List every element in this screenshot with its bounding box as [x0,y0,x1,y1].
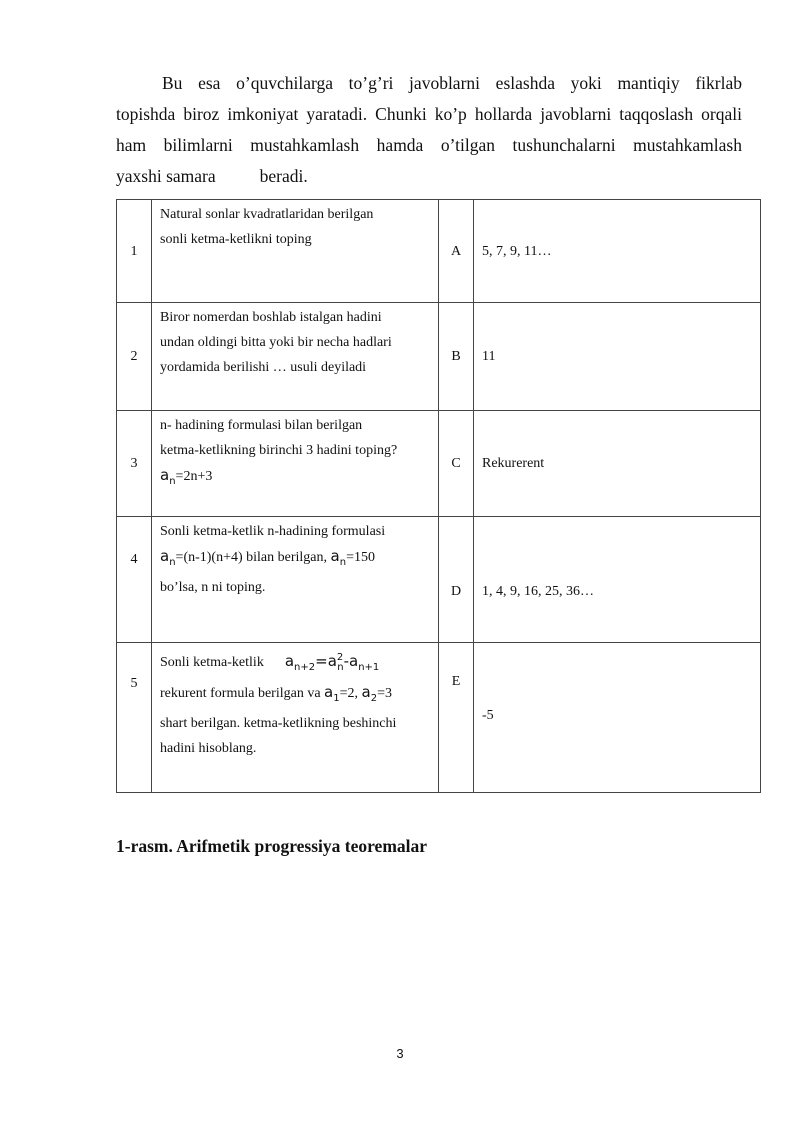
question-line: undan oldingi bitta yoki bir necha hadlari [160,335,392,350]
answer-cell: 11 [474,303,761,411]
formula-line: $a_n=2n+3$ [160,466,213,487]
answer-letter: D [439,517,474,643]
figure-caption: 1-rasm. Arifmetik progressiya teoremalar [116,836,428,856]
question-line: Natural sonlar kvadratlaridan berilgan [160,207,374,222]
question-cell [152,411,439,517]
intro-paragraph [116,68,742,192]
question-line: hadini hisoblang. [160,741,257,756]
matching-table [116,199,761,793]
table-row [117,200,761,303]
table-row [117,517,761,643]
question-line: rekurent formula berilgan va $a_1=2$, $a_2=3$ [160,683,393,704]
formula-variable: $a_n$ [160,466,176,487]
answer-cell: 1, 4, 9, 16, 25, 36… [474,517,761,643]
row-number: 5 [117,643,152,793]
paragraph-line: topishda biroz imkoniyat yaratadi. Chunki ko’p hollarda javoblarni taqqoslash orqali [116,104,742,124]
question-line: Sonli ketma-ketlik n-hadining formulasi [160,524,386,539]
question-cell [152,200,439,303]
paragraph-line-end: beradi. [259,166,308,186]
answer-letter: C [439,411,474,517]
table-row [117,643,761,793]
question-line: Sonli ketma-ketlik $a_{n+2}=a^2_n-a_{n+1}$ [160,652,380,673]
paragraph-line-start: yaxshi samara [116,166,216,186]
table-row [117,411,761,517]
question-line: Biror nomerdan boshlab istalgan hadini [160,310,382,325]
question-line: n- hadining formulasi bilan berilgan [160,418,363,433]
answer-letter: A [439,200,474,303]
question-cell [152,303,439,411]
table-row [117,303,761,411]
question-line: $a_n=(n-1)(n+4)$ bilan berilgan, $a_n=150$ [160,547,375,568]
question-line: shart berilgan. ketma-ketlikning beshinchi [160,716,397,731]
row-number: 3 [117,411,152,517]
answer-letter: E [439,643,474,793]
recurrence-formula: $a_{n+2}=a^2_n-a_{n+1}$ [284,652,380,673]
answer-cell: 5, 7, 9, 11… [474,200,761,303]
question-line: yordamida berilishi … usuli deyiladi [160,360,367,375]
question-cell [152,517,439,643]
paragraph-line [116,161,742,192]
paragraph-line: ham bilimlarni mustahkamlash hamda o’tilgan tushunchalarni mustahkamlash [116,135,742,155]
question-line: bo’lsa, n ni toping. [160,580,266,595]
row-number: 2 [117,303,152,411]
question-cell [152,643,439,793]
answer-cell: -5 [474,643,761,793]
page-number: 3 [396,1046,404,1061]
paragraph-line: Bu esa o’quvchilarga to’g’ri javoblarni eslashda yoki mantiqiy fikrlab [162,73,742,93]
row-number: 1 [117,200,152,303]
row-number: 4 [117,517,152,643]
question-line: sonli ketma-ketlikni toping [160,232,312,247]
question-line: ketma-ketlikning birinchi 3 hadini toping? [160,443,398,458]
answer-letter: B [439,303,474,411]
answer-cell: Rekurerent [474,411,761,517]
